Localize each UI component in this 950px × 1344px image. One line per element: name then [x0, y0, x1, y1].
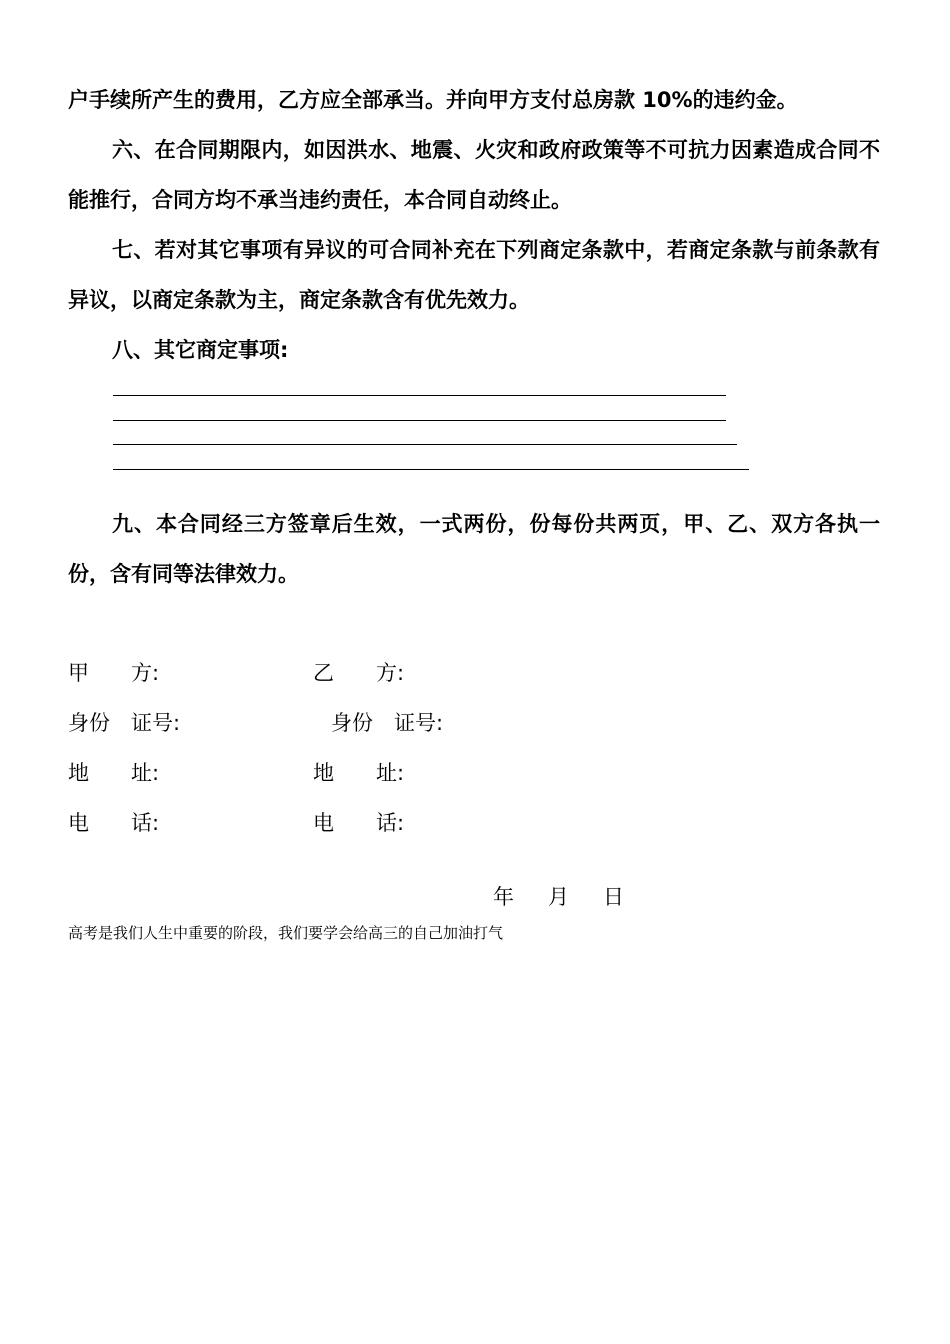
date-year: 年: [493, 885, 514, 909]
clause-7: 七、若对其它事项有异议的可合同补充在下列商定条款中，若商定条款与前条款有异议，以商定条款为主，商定条款含有优先效力。: [68, 238, 880, 312]
party-a-label: 甲 方:: [68, 661, 160, 685]
party-b-label: 乙 方:: [313, 661, 405, 685]
id-number-a-label: 身份 证号:: [68, 711, 181, 735]
date-month: 月: [548, 885, 569, 909]
footer-note: 高考是我们人生中重要的阶段，我们要学会给高三的自己加油打气: [68, 924, 504, 942]
clause-8-heading: 八、其它商定事项:: [112, 338, 289, 362]
blank-line-3: [113, 444, 737, 445]
blank-line-4: [113, 469, 749, 470]
phone-a-label: 电 话:: [68, 811, 160, 835]
phone-b-label: 电 话:: [313, 811, 405, 835]
address-b-label: 地 址:: [313, 761, 405, 785]
address-a-label: 地 址:: [68, 761, 160, 785]
clause-9: 九、本合同经三方签章后生效，一式两份，份每份共两页，甲、乙、双方各执一份，含有同等法律效力。: [68, 512, 880, 586]
date-day: 日: [603, 885, 624, 909]
clause-5-continuation: 户手续所产生的费用，乙方应全部承当。并向甲方支付总房款 10%的违约金。: [68, 88, 798, 112]
blank-line-1: [113, 395, 726, 396]
clause-6: 六、在合同期限内，如因洪水、地震、火灾和政府政策等不可抗力因素造成合同不能推行，合同方均不承当违约责任，本合同自动终止。: [68, 138, 880, 212]
id-number-b-label: 身份 证号:: [331, 711, 444, 735]
blank-line-2: [113, 420, 726, 421]
